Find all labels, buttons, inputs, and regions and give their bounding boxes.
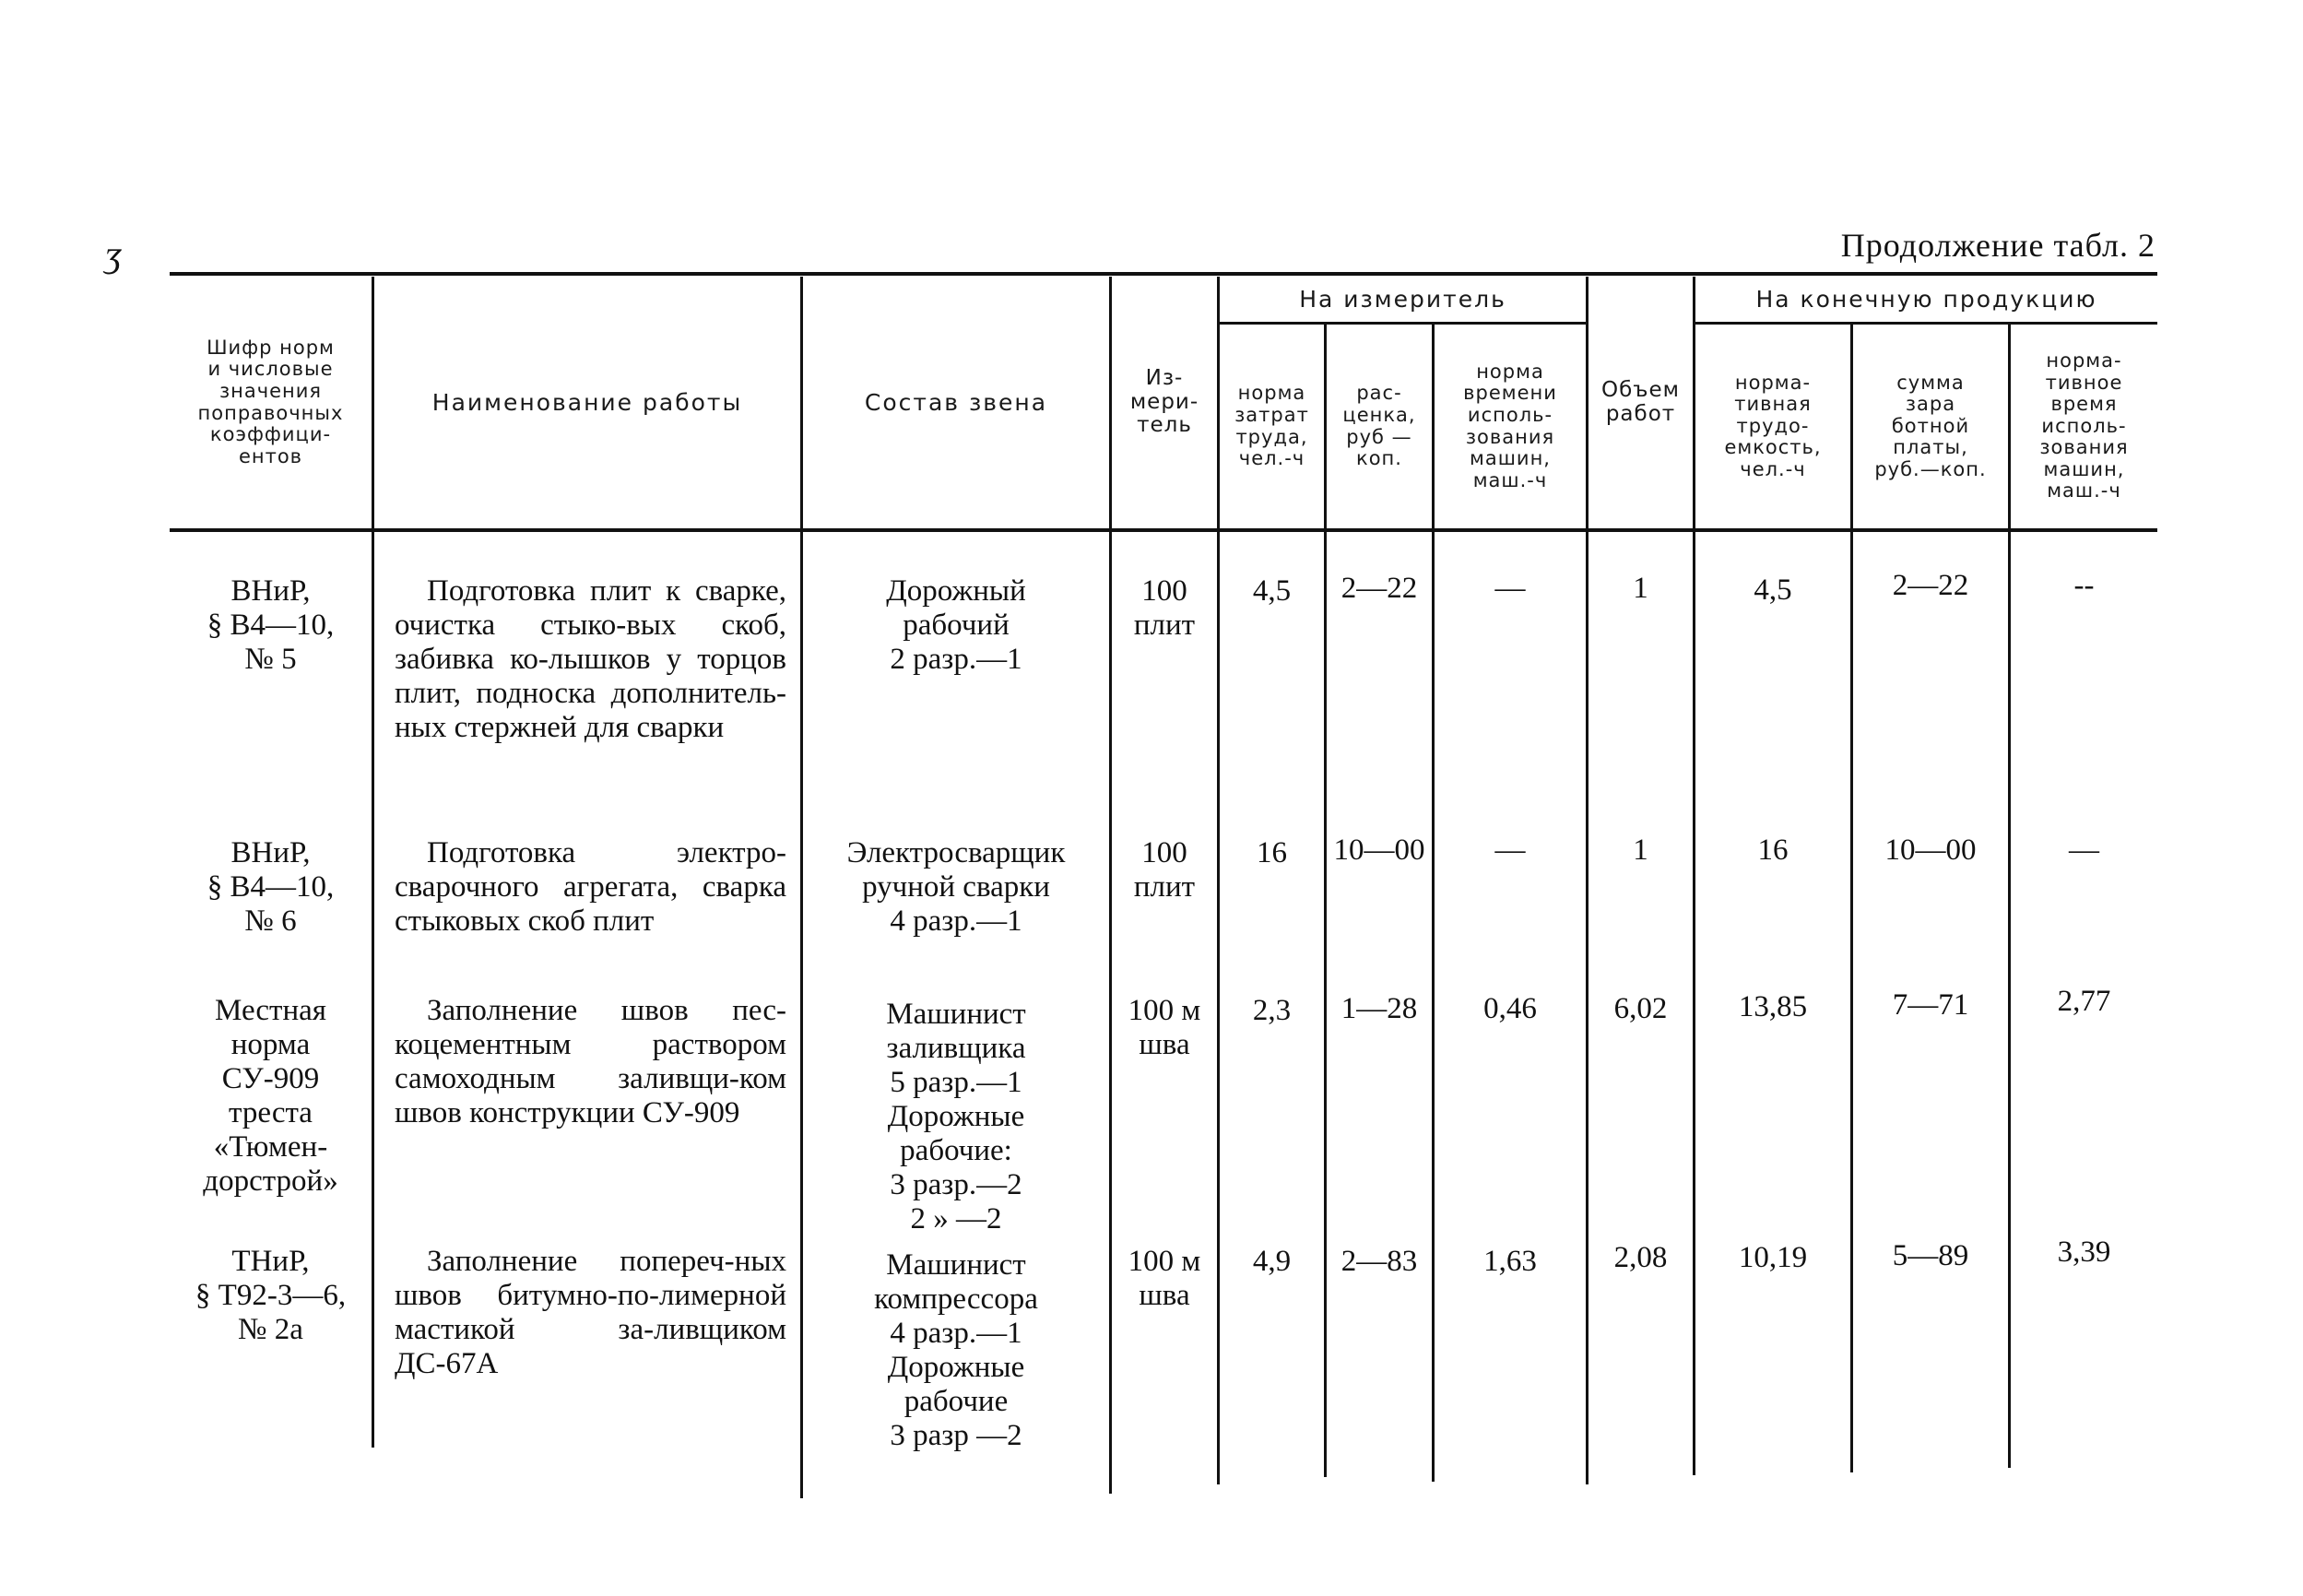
row-final-wage: 7—71	[1892, 988, 1969, 1022]
row-code: ВНиР, § В4—10, № 5	[207, 574, 335, 676]
header-group-final: На конечную продукцию	[1755, 285, 2097, 313]
header-work-name: Наименование работы	[431, 388, 743, 416]
page-mark: ʒ	[105, 233, 122, 275]
header-code: Шифр норм и числовые значения поправочных коэффици- ентов	[197, 336, 344, 467]
row-final-wage: 2—22	[1892, 569, 1969, 602]
row-crew: Машинист заливщика 5 разр.—1 Дорожные рабочие: 3 разр.—2 2 » —2	[886, 998, 1026, 1235]
header-crew: Состав звена	[864, 388, 1048, 416]
table-continuation-caption: Продолжение табл. 2	[1840, 227, 2155, 264]
row-rate: 10—00	[1333, 833, 1425, 867]
row-final-wage: 5—89	[1892, 1239, 1969, 1272]
row-final-labor: 16	[1757, 833, 1789, 867]
row-machine-norm: 1,63	[1483, 1245, 1537, 1278]
row-final-wage: 10—00	[1884, 833, 1977, 867]
row-volume: 1	[1633, 572, 1648, 605]
row-work-name: Заполнение швов пес-коцементным раствором самоходным заливщи-ком швов конструкции СУ-909	[395, 994, 786, 1129]
row-labor-norm: 4,5	[1252, 574, 1292, 608]
table-top-rule	[170, 272, 2157, 276]
row-final-labor: 10,19	[1738, 1241, 1808, 1274]
row-machine-norm: 0,46	[1483, 992, 1537, 1025]
header-final-machine: норма- тивное время исполь- зования машин, маш.-ч	[2039, 349, 2129, 502]
row-volume: 1	[1633, 833, 1648, 867]
row-rate: 2—83	[1340, 1245, 1418, 1278]
header-final-wage: сумма зара ботной платы, руб.—коп.	[1874, 371, 1987, 480]
row-crew: Электросварщик ручной сварки 4 разр.—1	[846, 836, 1066, 938]
header-labor-norm: норма затрат труда, чел.-ч	[1234, 382, 1309, 470]
header-machine-norm: норма времени исполь- зования машин, маш.-ч	[1463, 360, 1557, 491]
row-rate: 1—28	[1340, 992, 1418, 1025]
row-unit: 100 м шва	[1128, 994, 1201, 1061]
row-final-machine: 3,39	[2057, 1235, 2111, 1269]
row-crew: Машинист компрессора 4 разр.—1 Дорожные рабочие 3 разр —2	[874, 1248, 1038, 1452]
row-final-machine: --	[2073, 569, 2095, 602]
row-labor-norm: 16	[1257, 836, 1287, 869]
header-rate: рас- ценка, руб — коп.	[1342, 382, 1416, 470]
row-volume: 6,02	[1613, 992, 1668, 1025]
row-final-labor: 4,5	[1754, 573, 1792, 607]
row-code: Местная норма СУ-909 треста «Тюмен- дорстрой»	[203, 994, 338, 1198]
row-volume: 2,08	[1613, 1241, 1668, 1274]
table-header-bottom-rule	[170, 528, 2157, 532]
row-final-labor: 13,85	[1738, 990, 1808, 1023]
row-crew: Дорожный рабочий 2 разр.—1	[886, 574, 1026, 676]
row-rate: 2—22	[1340, 572, 1418, 605]
row-work-name: Подготовка плит к сварке, очистка стыко-вых скоб, забивка ко-лышков у торцов плит, подноска дополнитель-ных стержней для сварки	[395, 574, 786, 744]
row-machine-norm: —	[1494, 833, 1526, 867]
header-group-per-unit: На измеритель	[1299, 285, 1506, 313]
header-unit: Из- мери- тель	[1129, 365, 1199, 438]
row-work-name: Подготовка электро-сварочного агрегата, сварка стыковых скоб плит	[395, 836, 786, 938]
row-code: ТНиР, § Т92-3—6, № 2а	[195, 1245, 347, 1346]
header-final-labor: норма- тивная трудо- емкость, чел.-ч	[1724, 371, 1822, 480]
row-final-machine: —	[2069, 833, 2099, 867]
row-work-name: Заполнение попереч-ных швов битумно-по-лимерной мастикой за-ливщиком ДС-67А	[395, 1245, 786, 1380]
row-unit: 100 плит	[1133, 836, 1196, 904]
row-labor-norm: 4,9	[1252, 1245, 1292, 1278]
row-unit: 100 плит	[1133, 574, 1196, 642]
row-labor-norm: 2,3	[1252, 994, 1292, 1027]
row-code: ВНиР, § В4—10, № 6	[207, 836, 335, 938]
row-unit: 100 м шва	[1128, 1245, 1201, 1312]
row-machine-norm: —	[1494, 572, 1526, 605]
row-final-machine: 2,77	[2057, 985, 2111, 1018]
header-volume: Объем работ	[1600, 377, 1681, 426]
